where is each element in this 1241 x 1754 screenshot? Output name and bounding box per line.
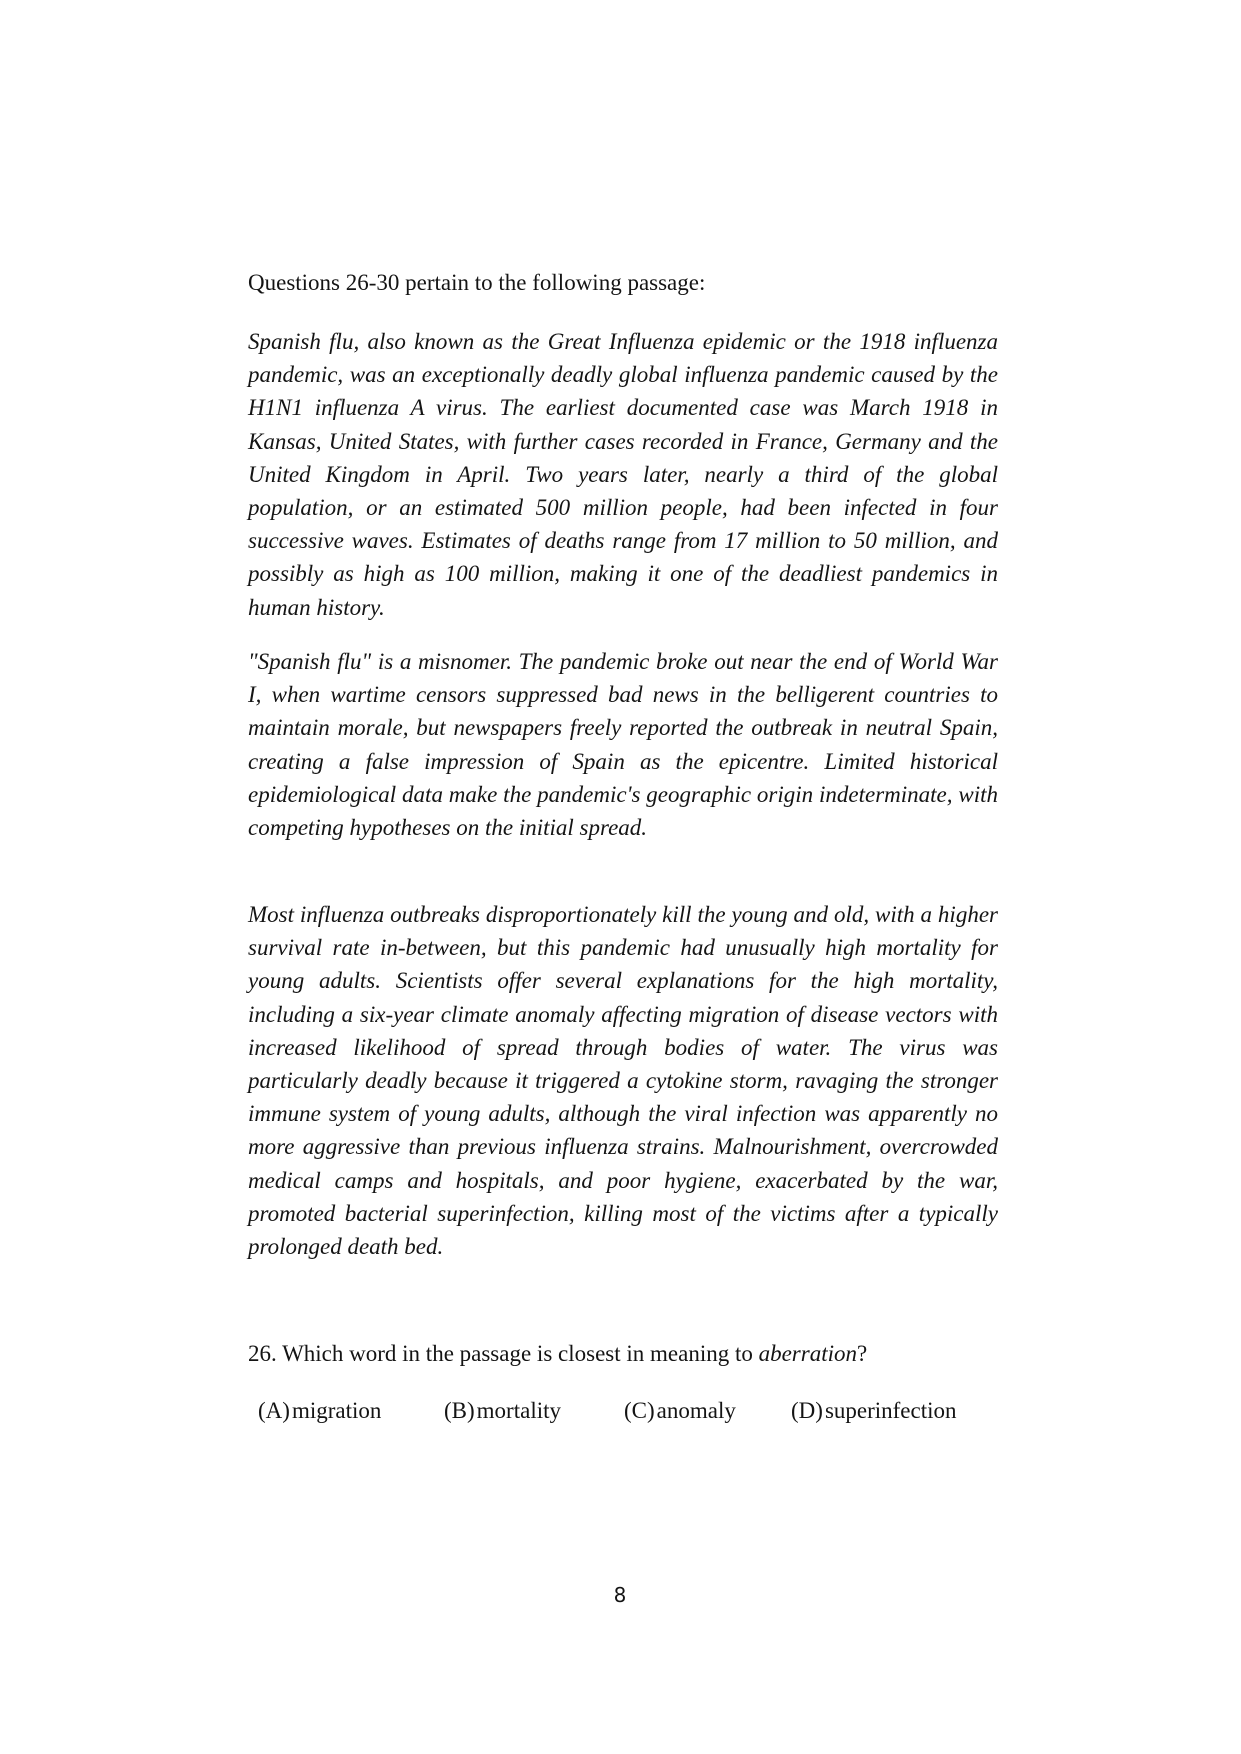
option-c[interactable]	[624, 1396, 736, 1426]
answer-options	[0, 1396, 1241, 1426]
passage-paragraph-3: Most influenza outbreaks disproportionately kill the young and old, with a higher survival rate in-between, but this pandemic had unusually high mortality for young adults. Scientists offer several explanations for the high mortality, including a six-year climate anomaly affecting migration of disease vectors with increased likelihood of spread through bodies of water. The virus was particularly deadly because it triggered a cytokine storm, ravaging the stronger immune system of young adults, although the viral infection was apparently no more aggressive than previous influenza strains. Malnourishment, overcrowded medical camps and hospitals, and poor hygiene, exacerbated by the war, promoted bacterial superinfection, killing most of the victims after a typically prolonged death bed.	[248, 902, 998, 1260]
option-b-letter: (B)	[444, 1398, 475, 1423]
option-d[interactable]	[791, 1396, 957, 1426]
option-c-text: anomaly	[656, 1398, 736, 1423]
option-a-text: migration	[291, 1398, 382, 1423]
passage-paragraph-2: "Spanish flu" is a misnomer. The pandemic broke out near the end of World War I, when wartime censors suppressed bad news in the belligerent countries to maintain morale, but newspapers freely reported the outbreak in neutral Spain, creating a false impression of Spain as the epicentre. Limited historical epidemiological data make the pandemic's geographic origin indeterminate, with competing hypotheses on the initial spread.	[248, 649, 998, 841]
question-prefix: 26. Which word in the passage is closest in meaning to	[248, 1341, 759, 1366]
option-d-letter: (D)	[791, 1398, 823, 1423]
option-d-text: superinfection	[824, 1398, 957, 1423]
question-26	[248, 1339, 998, 1369]
passage-intro: Questions 26-30 pertain to the following passage:	[248, 270, 706, 295]
question-keyword: aberration	[758, 1341, 857, 1366]
option-c-letter: (C)	[624, 1398, 655, 1423]
passage-paragraph-1: Spanish flu, also known as the Great Influenza epidemic or the 1918 influenza pandemic, was an exceptionally deadly global influenza pandemic caused by the H1N1 influenza A virus. The earliest documented case was March 1918 in Kansas, United States, with further cases recorded in France, Germany and the United Kingdom in April. Two years later, nearly a third of the global population, or an estimated 500 million people, had been infected in four successive waves. Estimates of deaths range from 17 million to 50 million, and possibly as high as 100 million, making it one of the deadliest pandemics in human history.	[248, 329, 998, 620]
option-b-text: mortality	[476, 1398, 561, 1423]
option-a-letter: (A)	[258, 1398, 290, 1423]
option-b[interactable]	[444, 1396, 561, 1426]
option-a[interactable]	[258, 1396, 381, 1426]
page-number: 8	[613, 1583, 627, 1607]
question-suffix: ?	[856, 1341, 868, 1366]
